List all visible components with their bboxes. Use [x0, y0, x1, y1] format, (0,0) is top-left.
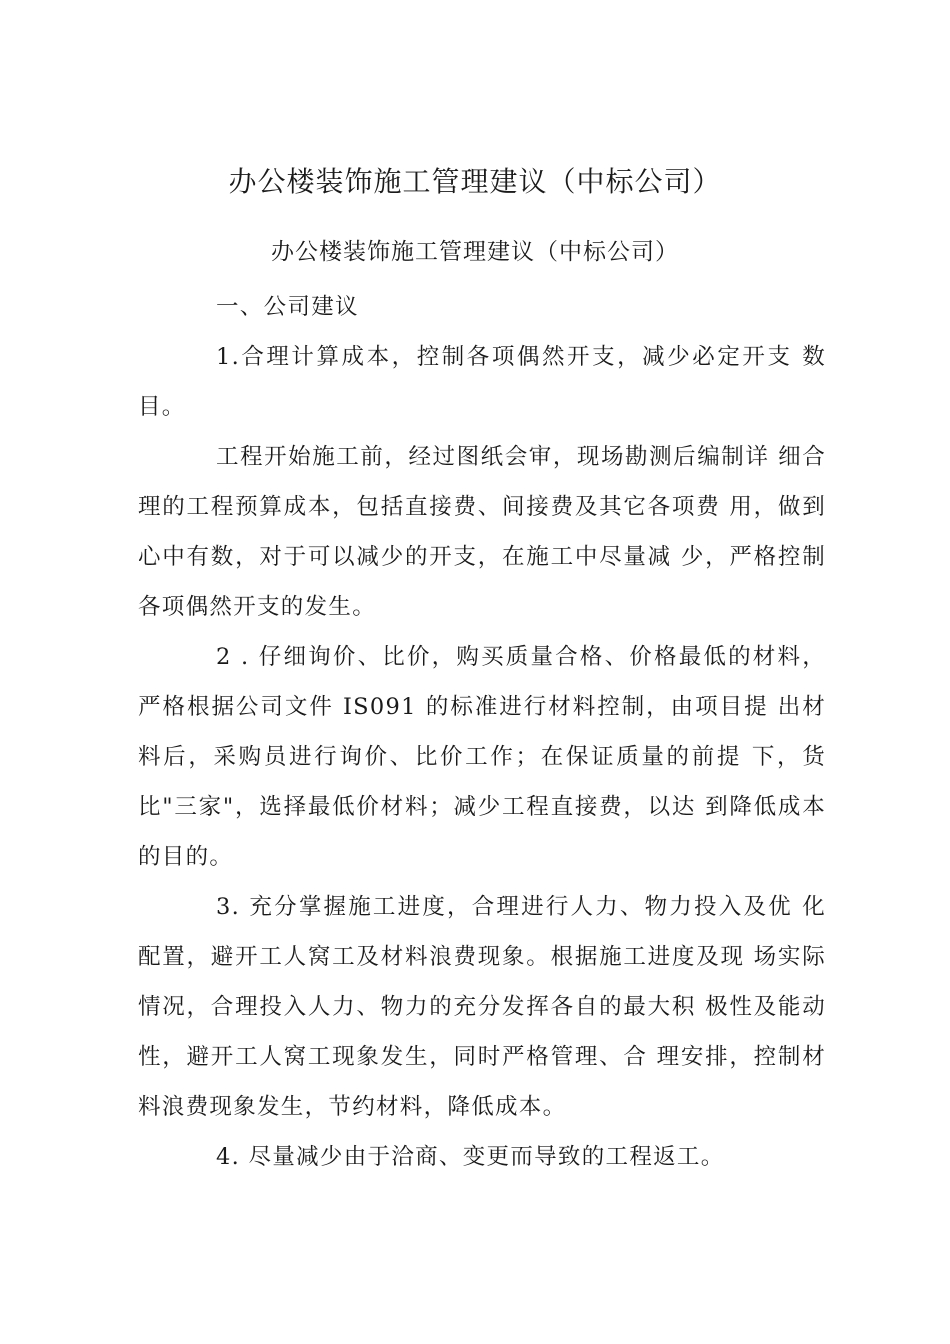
paragraph-1: 1.合理计算成本，控制各项偶然开支，减少必定开支 数目。 — [138, 344, 826, 420]
section-heading: 一、公司建议 — [216, 294, 359, 320]
paragraph-4: 3. 充分掌握施工进度，合理进行人力、物力投入及优 化配置，避开工人窝工及材料浪费现象。根据施工进度及现 场实际情况，合理投入人力、物力的充分发挥各自的最大积 极性及能动性，避开工人窝工现象发生，同时严格管理、合 理安排，控制材料浪费现象发生，节约材料，降低成本。 — [138, 894, 826, 1120]
paragraph-3: 2 . 仔细询价、比价，购买质量合格、价格最低的材料，严格根据公司文件 IS091 的标准进行材料控制，由项目提 出材料后，采购员进行询价、比价工作；在保证质量的前提 下，货比"三家"，选择最低价材料；减少工程直接费，以达 到降低成本的目的。 — [138, 644, 826, 870]
page-title: 办公楼装饰施工管理建议（中标公司） — [228, 165, 722, 198]
page-subtitle: 办公楼装饰施工管理建议（中标公司） — [271, 239, 679, 265]
paragraph-2: 工程开始施工前，经过图纸会审，现场勘测后编制详 细合理的工程预算成本，包括直接费、间接费及其它各项费 用，做到心中有数，对于可以减少的开支，在施工中尽量减 少，严格控制各项偶然开支的发生。 — [138, 444, 826, 620]
document-body — [138, 282, 826, 1182]
paragraph-5: 4. 尽量减少由于洽商、变更而导致的工程返工。 — [216, 1144, 725, 1170]
